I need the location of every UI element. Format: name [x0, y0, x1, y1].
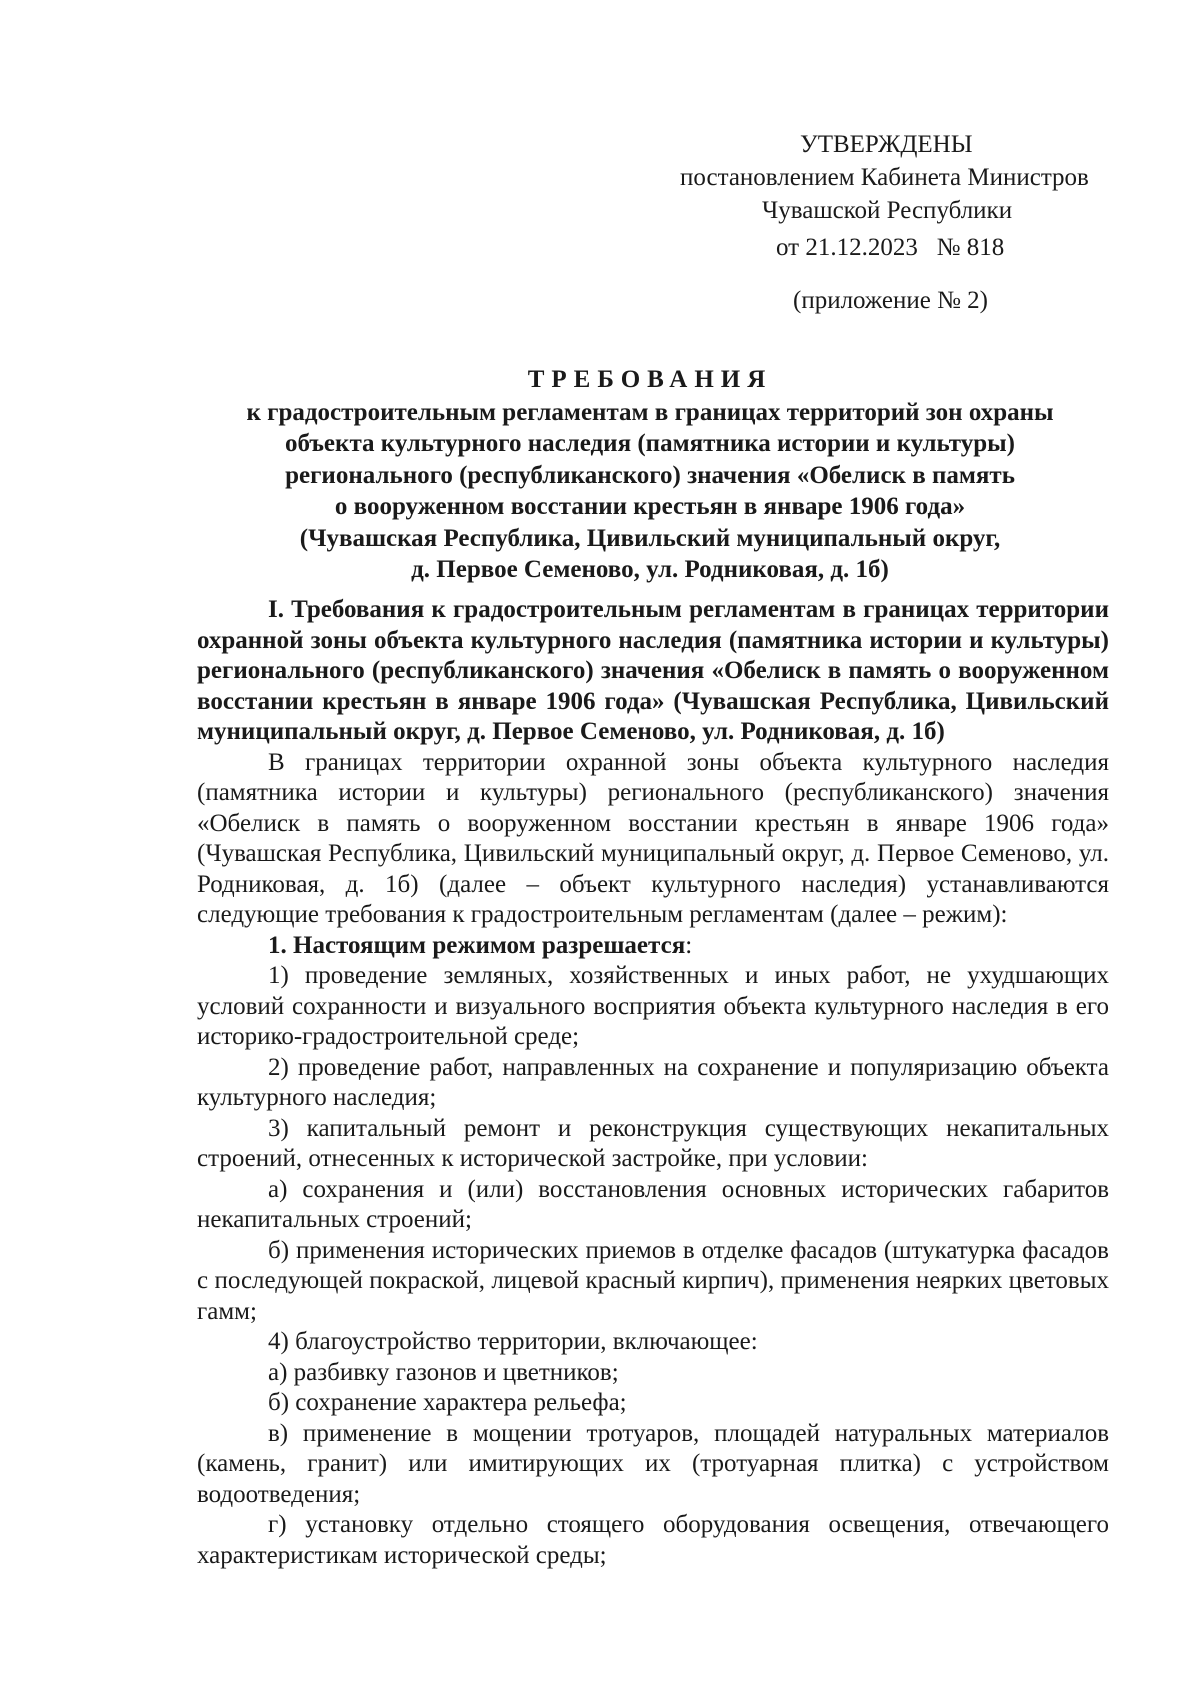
title-line: о вооруженном восстании крестьян в январе 1906 года» [334, 493, 966, 520]
section-heading: I. Требования к градостроительным регламентам в границах территории охранной зоны объекта культурного наследия (памятника истории и культуры) регионального (республиканского) значения «Обелиск в память о вооруженном восстании крестьян в январе 1906 года» (Чувашская Республика, Цивильский муниципальный округ, д. Первое Семеново, ул. Родниковая, д. 1б) [197, 596, 1109, 745]
intro-paragraph: В границах территории охранной зоны объекта культурного наследия (памятника истории и культуры) регионального (республиканского) значения «Обелиск в память о вооруженном восстании крестьян в январе 1906 года» (Чувашская Республика, Цивильский муниципальный округ, д. Первое Семеново, ул. Родниковая, д. 1б) (далее – объект культурного наследия) устанавливаются следующие требования к градостроительным регламентам (далее – режим): [197, 748, 1109, 928]
document-body [197, 595, 1109, 1571]
title-heading: ТРЕБОВАНИЯ [527, 366, 773, 393]
approval-republic: Чувашской Республики [762, 197, 1013, 224]
approval-stamp [680, 128, 1140, 317]
point-1-colon: : [685, 931, 693, 959]
document-title [190, 364, 1110, 586]
point-1-title: 1. Настоящим режимом разрешается [268, 931, 686, 959]
list-item: 4) благоустройство территории, включающее: [268, 1328, 758, 1355]
list-item: в) применение в мощении тротуаров, площадей натуральных материалов (камень, гранит) или имитирующих их (тротуарная плитка) с устройством водоотведения; [197, 1419, 1109, 1508]
approval-date-number: от 21.12.2023 № 818 [776, 234, 1005, 261]
list-item: а) сохранения и (или) восстановления основных исторических габаритов некапитальных строений; [197, 1175, 1109, 1233]
list-item: б) применения исторических приемов в отделке фасадов (штукатурка фасадов с последующей покраской, лицевой красный кирпич), применения неярких цветовых гамм; [197, 1236, 1109, 1325]
approval-by: постановлением Кабинета Министров [680, 164, 1089, 191]
list-item: а) разбивку газонов и цветников; [268, 1358, 619, 1386]
title-line: объекта культурного наследия (памятника истории и культуры) [284, 430, 1015, 457]
list-item: б) сохранение характера рельефа; [268, 1389, 627, 1416]
list-item: 1) проведение земляных, хозяйственных и иных работ, не ухудшающих условий сохранности и визуального восприятия объекта культурного наследия в его историко-градостроительной среде; [197, 962, 1109, 1050]
title-line: (Чувашская Республика, Цивильский муниципальный округ, [299, 524, 1001, 552]
title-line: регионального (республиканского) значения «Обелиск в память [285, 461, 1015, 489]
approval-appendix: (приложение № 2) [793, 287, 989, 314]
approval-title: УТВЕРЖДЕНЫ [800, 131, 973, 158]
point-1-paragraph [197, 931, 1109, 962]
title-line: к градостроительным регламентам в границах территорий зон охраны [246, 398, 1054, 426]
list-item: г) установку отдельно стоящего оборудования освещения, отвечающего характеристикам исторической среды; [197, 1511, 1109, 1569]
title-line: д. Первое Семеново, ул. Родниковая, д. 1б) [411, 556, 889, 583]
list-item: 2) проведение работ, направленных на сохранение и популяризацию объекта культурного наследия; [197, 1053, 1109, 1111]
list-item: 3) капитальный ремонт и реконструкция существующих некапитальных строений, отнесенных к исторической застройке, при условии: [197, 1114, 1109, 1172]
